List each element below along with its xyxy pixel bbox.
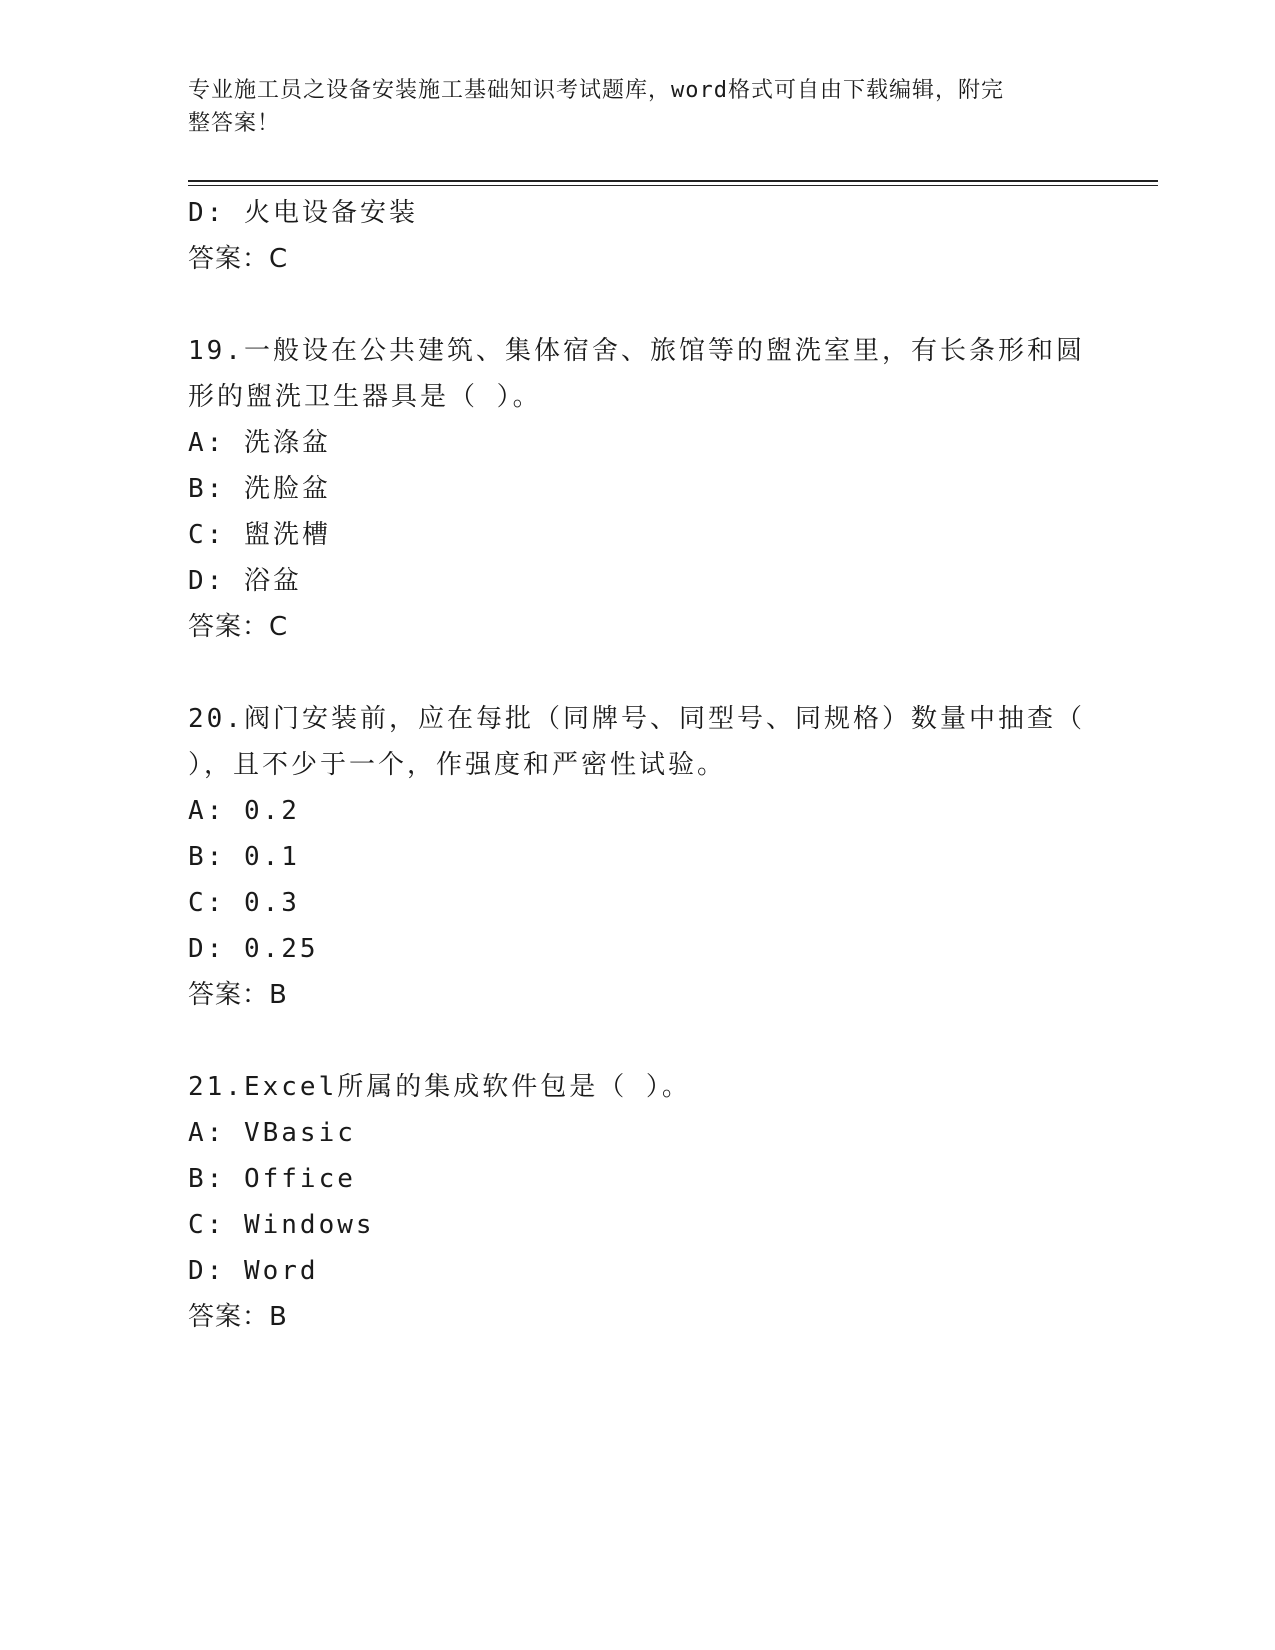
header-line-1: 专业施工员之设备安装施工基础知识考试题库，word格式可自由下载编辑，附完 xyxy=(188,78,1004,103)
header-divider-thick xyxy=(188,180,1158,182)
question-stem-line-1: 21.Excel所属的集成软件包是（ ）。 xyxy=(188,1072,691,1102)
option-b: B: 洗脸盆 xyxy=(188,474,331,504)
option-d: D: Word xyxy=(188,1256,319,1286)
question-21 xyxy=(188,1064,1088,1340)
option-b: B: Office xyxy=(188,1164,356,1194)
header-line-2: 整答案！ xyxy=(188,111,281,136)
option-a: A: 0.2 xyxy=(188,796,300,826)
question-stem-line-2: 形的盥洗卫生器具是（ ）。 xyxy=(188,382,542,412)
option-a: A: 洗涤盆 xyxy=(188,428,331,458)
answer-line: 答案：C xyxy=(188,612,289,642)
option-c: C: 0.3 xyxy=(188,888,300,918)
answer-line: 答案：B xyxy=(188,980,288,1010)
option-d: D: 火电设备安装 xyxy=(188,198,418,228)
spacer xyxy=(188,282,1088,328)
answer-line: 答案：B xyxy=(188,1302,288,1332)
question-stem-line-1: 20.阀门安装前，应在每批（同牌号、同型号、同规格）数量中抽查（ xyxy=(188,704,1085,734)
question-20 xyxy=(188,696,1088,1018)
spacer xyxy=(188,650,1088,696)
option-a: A: VBasic xyxy=(188,1118,356,1148)
option-c: C: 盥洗槽 xyxy=(188,520,331,550)
question-stem-line-1: 19.一般设在公共建筑、集体宿舍、旅馆等的盥洗室里，有长条形和圆 xyxy=(188,336,1085,366)
question-18-tail xyxy=(188,190,1088,282)
header-divider-thin xyxy=(188,185,1158,186)
spacer xyxy=(188,1018,1088,1064)
option-d: D: 浴盆 xyxy=(188,566,302,596)
option-c: C: Windows xyxy=(188,1210,375,1240)
question-stem-line-2: ），且不少于一个，作强度和严密性试验。 xyxy=(188,750,727,780)
document-header xyxy=(188,74,1068,140)
question-list xyxy=(188,190,1088,1340)
answer-line: 答案：C xyxy=(188,244,289,274)
option-d: D: 0.25 xyxy=(188,934,319,964)
question-19 xyxy=(188,328,1088,650)
option-b: B: 0.1 xyxy=(188,842,300,872)
